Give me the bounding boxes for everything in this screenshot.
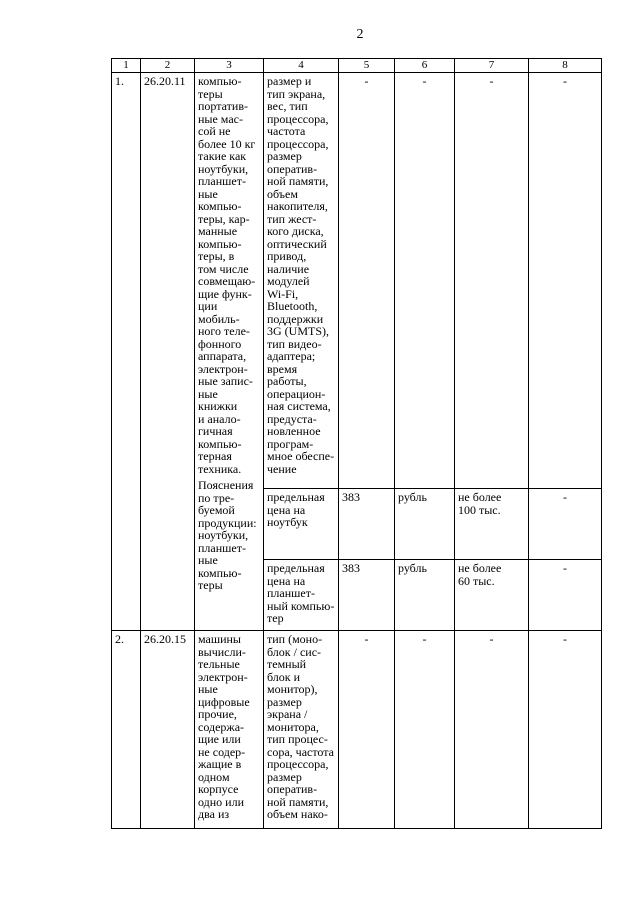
table-row: [112, 631, 602, 829]
value-cell: -: [395, 73, 455, 489]
value-cell: рубль: [395, 489, 455, 560]
header-cell: 2: [141, 59, 195, 73]
product-name: машины вычисли- тельные электрон- ные цифровые прочие, содержа- щие или не содер- жащие в одном корпусе одно или два из: [195, 631, 264, 829]
table-row: [112, 73, 602, 489]
value-cell: -: [529, 631, 602, 829]
requirements-table: [111, 58, 602, 829]
product-note: Пояснения по тре- буемой продукции: ноутбуки, планшет- ные компью- теры: [198, 478, 257, 592]
row-number: 1.: [112, 73, 141, 631]
value-cell: -: [529, 560, 602, 631]
header-cell: 8: [529, 59, 602, 73]
product-name-cell: [195, 73, 264, 631]
header-cell: 5: [339, 59, 395, 73]
okpd-code: 26.20.11: [141, 73, 195, 631]
value-cell: рубль: [395, 560, 455, 631]
okpd-code: 26.20.15: [141, 631, 195, 829]
product-name: компью- теры портатив- ные мас- сой не более 10 кг такие как ноутбуки, планшет- ные компью- теры, кар- манные компью- теры, в том числе совмещаю- щие функ- ции мобиль- ного теле- фонного аппарата, электрон- ные запис- ные книжки и анало- гичная компью- терная техника.: [198, 74, 256, 476]
characteristic: предельная цена на планшет- ный компью- тер: [264, 560, 339, 631]
value-cell: 383: [339, 489, 395, 560]
header-cell: 4: [264, 59, 339, 73]
header-cell: 3: [195, 59, 264, 73]
value-cell: не более 60 тыс.: [455, 560, 529, 631]
characteristic: размер и тип экрана, вес, тип процессора, частота процессора, размер оператив- ной памяти, объем накопителя, тип жест- кого диска, оптический привод, наличие модулей Wi-Fi, Bluetooth, поддержки 3G (UMTS), тип видео- адаптера; время работы, операцион- ная система, предуста- новленное програм- мное обеспе- чение: [264, 73, 339, 489]
value-cell: -: [395, 631, 455, 829]
value-cell: не более 100 тыс.: [455, 489, 529, 560]
header-cell: 1: [112, 59, 141, 73]
value-cell: -: [529, 489, 602, 560]
table-header-row: [112, 59, 602, 73]
value-cell: -: [339, 631, 395, 829]
value-cell: -: [529, 73, 602, 489]
header-cell: 6: [395, 59, 455, 73]
value-cell: -: [339, 73, 395, 489]
value-cell: -: [455, 631, 529, 829]
row-number: 2.: [112, 631, 141, 829]
characteristic: предельная цена на ноутбук: [264, 489, 339, 560]
value-cell: 383: [339, 560, 395, 631]
value-cell: -: [455, 73, 529, 489]
page-number: 2: [356, 27, 364, 42]
header-cell: 7: [455, 59, 529, 73]
characteristic: тип (моно- блок / сис- темный блок и монитор), размер экрана / монитора, тип процес- сора, частота процессора, размер оператив- ной памяти, объем нако-: [264, 631, 339, 829]
